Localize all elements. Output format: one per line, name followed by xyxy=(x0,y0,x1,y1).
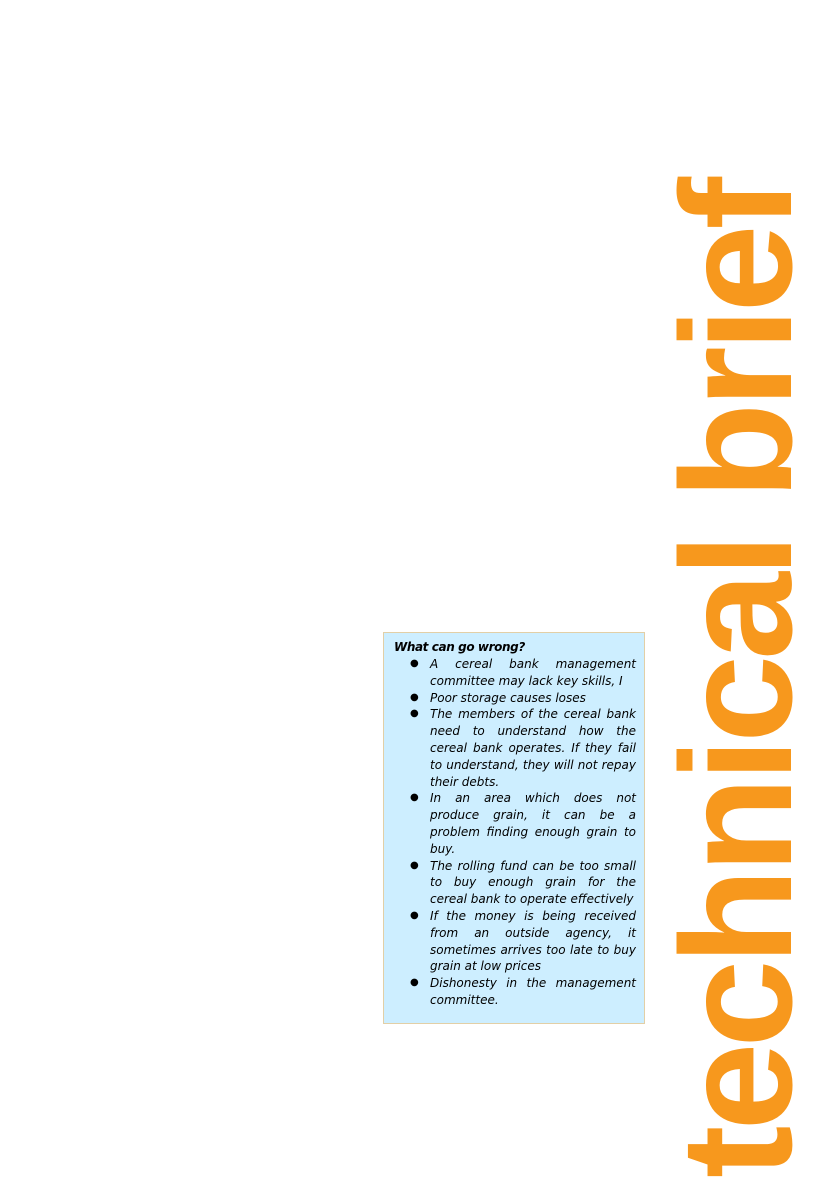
list-item xyxy=(394,975,636,1009)
technical-brief-sidebar-title: technical brief xyxy=(649,181,825,1178)
list-item xyxy=(394,706,636,790)
list-item-text: The rolling fund can be too small to buy enough grain for the cereal bank to operate effectively xyxy=(430,858,636,907)
list-item-text: Poor storage causes loses xyxy=(430,690,586,705)
list-item-text: If the money is being received from an outside agency, it sometimes arrives too late to buy grain at low prices xyxy=(430,908,636,974)
bullet-icon: ● xyxy=(410,909,419,921)
bullet-icon: ● xyxy=(410,977,419,989)
list-item xyxy=(394,656,636,690)
problems-list xyxy=(394,656,636,1009)
list-item-text: The members of the cereal bank need to understand how the cereal bank operates. If they fail to understand, they will not repay their debts. xyxy=(430,707,636,789)
list-item xyxy=(394,858,636,908)
box-title: What can go wrong? xyxy=(394,640,525,654)
list-item xyxy=(394,790,636,857)
bullet-icon: ● xyxy=(410,658,419,669)
bullet-icon: ● xyxy=(410,792,419,804)
list-item-text: Dishonesty in the management committee. xyxy=(430,976,636,1007)
bullet-icon: ● xyxy=(410,859,419,871)
list-item-text: A cereal bank management committee may lack key skills, I xyxy=(430,657,636,688)
bullet-icon: ● xyxy=(410,691,419,703)
list-item-text: In an area which does not produce grain, it can be a problem finding enough grain to buy. xyxy=(430,791,636,856)
list-item xyxy=(394,690,636,707)
what-can-go-wrong-box xyxy=(383,632,645,1024)
bullet-icon: ● xyxy=(410,708,419,720)
list-item xyxy=(394,908,636,975)
